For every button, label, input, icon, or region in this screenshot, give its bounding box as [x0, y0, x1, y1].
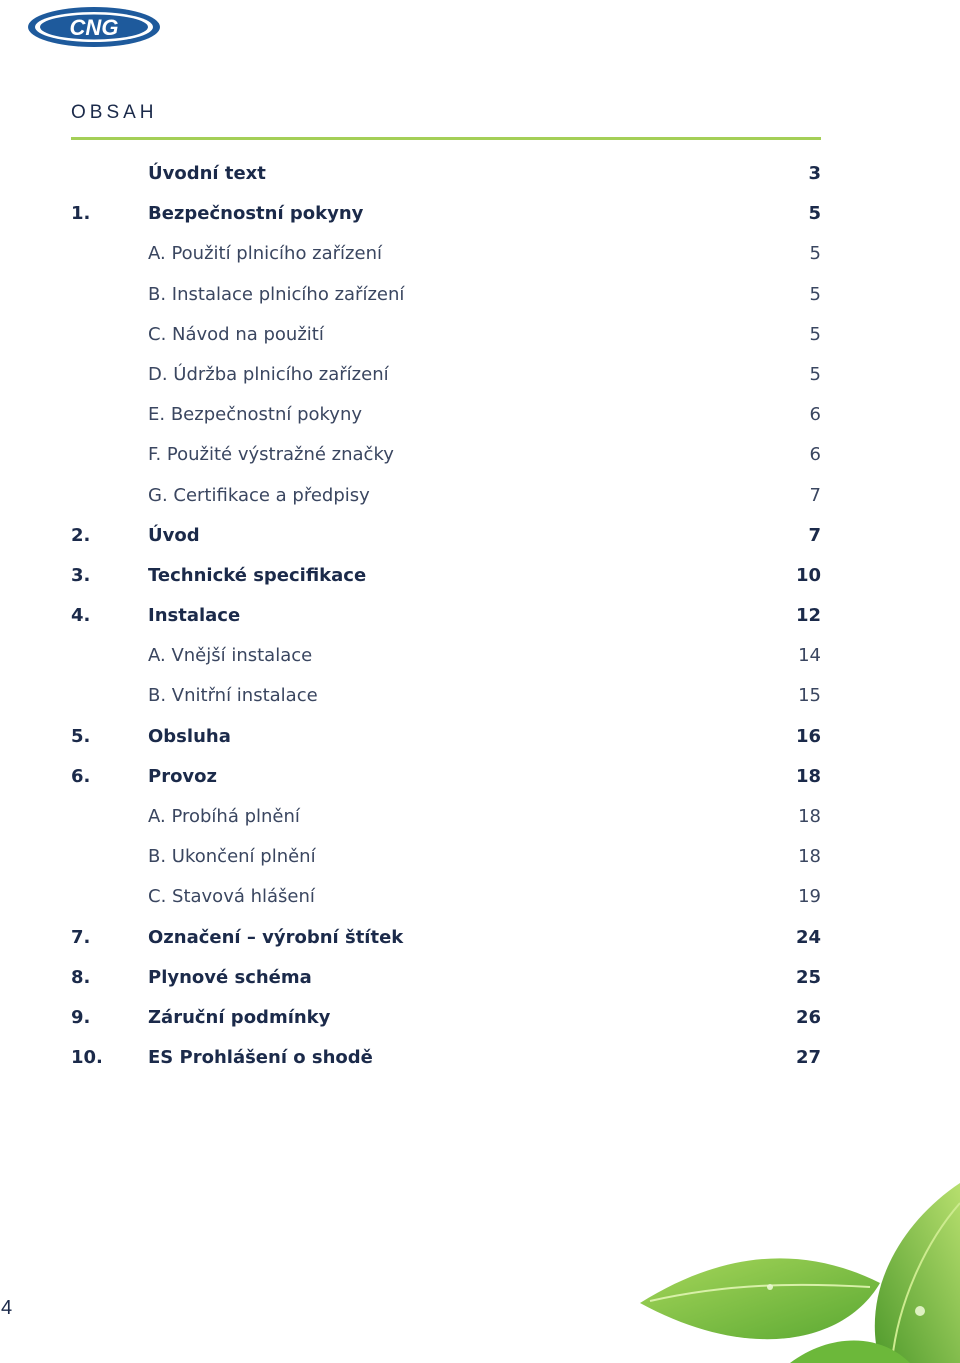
toc-entry-title: E. Bezpečnostní pokyny	[148, 404, 363, 426]
toc-entry-title: A. Vnější instalace	[148, 645, 313, 667]
toc-entry-title: B. Vnitřní instalace	[148, 685, 318, 707]
toc-entry-title: Provoz	[148, 765, 218, 787]
toc-entry-page: 5	[809, 243, 821, 265]
toc-entry-title: Bezpečnostní pokyny	[148, 203, 364, 225]
toc-entry-title: F. Použité výstražné značky	[148, 444, 394, 466]
logo-text: CNG	[69, 15, 119, 40]
toc-entry-number: 3.	[71, 564, 91, 586]
toc-entry-page: 7	[808, 524, 821, 546]
toc-entry-page: 14	[798, 645, 821, 667]
toc-subentry[interactable]	[71, 315, 821, 355]
toc-subentry[interactable]	[71, 395, 821, 435]
toc-entry-title: B. Ukončení plnění	[148, 846, 316, 868]
toc-entry-title: Úvod	[148, 524, 200, 546]
toc-subentry[interactable]	[71, 275, 821, 315]
toc-entry[interactable]	[71, 717, 821, 757]
toc-entry-title: A. Probíhá plnění	[148, 806, 300, 827]
toc-entry[interactable]	[71, 194, 821, 234]
toc-entry-title: A. Použití plnicího zařízení	[148, 243, 382, 265]
toc-entry[interactable]	[71, 918, 821, 958]
toc-entry-number: 6.	[71, 765, 91, 787]
toc-subentry[interactable]	[71, 476, 821, 516]
toc-entry-title: G. Certifikace a předpisy	[148, 484, 370, 506]
toc-entry-number: 1.	[71, 203, 91, 225]
toc-entry[interactable]	[71, 757, 821, 797]
toc-entry-page: 26	[795, 1006, 821, 1028]
toc-entry-number: 8.	[71, 966, 91, 988]
toc-entry-page: 10	[795, 564, 821, 586]
toc-entry[interactable]	[71, 154, 821, 194]
toc-subentry[interactable]	[71, 636, 821, 676]
table-of-contents	[71, 154, 821, 1078]
toc-subentry[interactable]	[71, 837, 821, 877]
toc-entry-page: 12	[795, 605, 821, 627]
toc-entry-title: Záruční podmínky	[148, 1006, 331, 1028]
toc-entry-title: D. Údržba plnicího zařízení	[148, 363, 389, 385]
cng-logo	[26, 5, 162, 49]
toc-entry-page: 15	[798, 685, 821, 707]
toc-entry-title: C. Návod na použití	[148, 323, 324, 345]
toc-entry-title: B. Instalace plnicího zařízení	[148, 283, 405, 305]
toc-entry-title: Technické specifikace	[148, 564, 367, 586]
heading-divider	[71, 137, 821, 140]
toc-entry-page: 6	[809, 404, 821, 426]
page-number: 4	[1, 1297, 13, 1319]
toc-subentry[interactable]	[71, 877, 821, 917]
toc-entry-page: 3	[808, 163, 821, 184]
toc-entry-number: 5.	[71, 725, 91, 747]
toc-entry-page: 18	[798, 846, 821, 868]
toc-entry-page: 16	[795, 725, 821, 747]
toc-subentry[interactable]	[71, 234, 821, 274]
toc-entry-page: 5	[809, 283, 821, 305]
toc-entry-page: 6	[809, 444, 821, 466]
toc-entry-page: 5	[809, 363, 821, 385]
toc-entry-page: 18	[798, 806, 821, 827]
toc-subentry[interactable]	[71, 676, 821, 716]
toc-entry-page: 7	[809, 484, 821, 506]
toc-entry-title: Označení – výrobní štítek	[148, 926, 404, 948]
toc-entry-page: 25	[795, 966, 821, 988]
toc-entry-page: 5	[809, 323, 821, 345]
toc-entry-number: 9.	[71, 1006, 91, 1028]
green-leaves-decoration	[630, 1183, 960, 1363]
toc-entry-title: Obsluha	[148, 725, 231, 747]
toc-entry-page: 27	[795, 1047, 821, 1069]
toc-entry-page: 24	[795, 926, 821, 948]
toc-entry-number: 4.	[71, 605, 91, 627]
page-heading: OBSAH	[71, 102, 158, 123]
toc-entry-page: 19	[798, 886, 821, 908]
toc-entry-number: 10.	[71, 1047, 103, 1069]
toc-entry-title: Instalace	[148, 605, 241, 627]
toc-entry[interactable]	[71, 596, 821, 636]
toc-entry-title: ES Prohlášení o shodě	[148, 1047, 373, 1069]
toc-subentry[interactable]	[71, 435, 821, 475]
toc-entry[interactable]	[71, 998, 821, 1038]
toc-entry[interactable]	[71, 1038, 821, 1078]
toc-entry-title: Úvodní text	[148, 163, 266, 184]
toc-entry[interactable]	[71, 516, 821, 556]
toc-entry-number: 2.	[71, 524, 91, 546]
toc-subentry[interactable]	[71, 355, 821, 395]
toc-entry-number: 7.	[71, 926, 91, 948]
toc-entry-page: 5	[808, 203, 821, 225]
toc-entry-page: 18	[795, 765, 821, 787]
toc-entry-title: Plynové schéma	[148, 966, 312, 988]
toc-entry[interactable]	[71, 958, 821, 998]
toc-entry-title: C. Stavová hlášení	[148, 886, 315, 908]
toc-entry[interactable]	[71, 556, 821, 596]
toc-subentry[interactable]	[71, 797, 821, 837]
